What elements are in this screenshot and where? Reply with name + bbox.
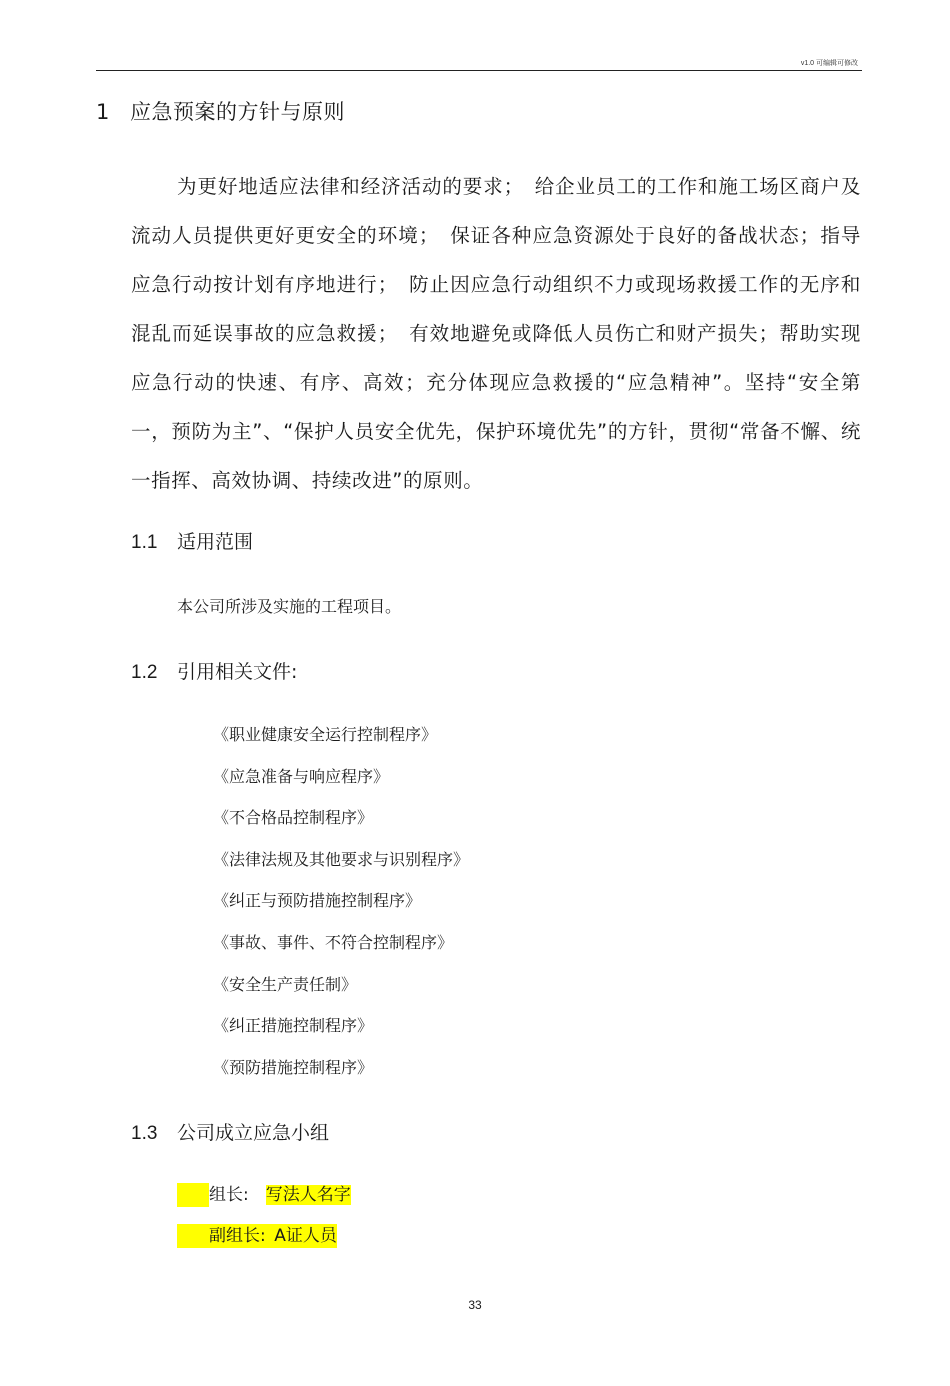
list-item: 《纠正措施控制程序》: [213, 1016, 374, 1036]
section-1-2-title: 引用相关文件:: [177, 661, 298, 683]
list-item: 《预防措施控制程序》: [213, 1057, 374, 1077]
section-1-2-number: 1.2: [131, 662, 158, 683]
leader-value: 写法人名字: [265, 1185, 351, 1205]
referenced-documents-list: [213, 723, 469, 1097]
section-1-number: 1: [96, 100, 110, 124]
section-1-3-heading: [131, 1118, 329, 1145]
section-1-paragraph: 为更好地适应法律和经济活动的要求； 给企业员工的工作和施工场区商户及流动人员提供更好更安全的环境； 保证各种应急资源处于良好的备战状态；指导应急行动按计划有序地进行； 防止因应急行动组织不力或现场救援工作的无序和混乱而延误事故的应急救援； 有效地避免或降低人员伤亡和财产损失；帮助实现应急行动的快速、有序、高效；充分体现应急救援的“应急精神”。坚持“安全第一，预防为主”、“保护人员安全优先，保护环境优先”的方针，贯彻“常备不懈、统一指挥、高效协调、持续改进”的原则。: [131, 175, 861, 492]
header-rule: [96, 70, 862, 71]
section-1-1-number: 1.1: [131, 532, 158, 553]
list-item: 《应急准备与响应程序》: [213, 766, 390, 786]
header-version-note: v1.0 可编辑可修改: [800, 60, 858, 67]
list-item: 《纠正与预防措施控制程序》: [213, 891, 422, 911]
highlight-block: [177, 1183, 209, 1207]
leader-row: [177, 1183, 351, 1207]
section-1-title: 应急预案的方针与原则: [130, 100, 345, 124]
deputy-label: 副组长:: [209, 1226, 266, 1246]
page-number: 33: [468, 1298, 482, 1312]
list-item: 《事故、事件、不符合控制程序》: [213, 932, 454, 952]
section-1-heading: [96, 96, 345, 126]
section-1-2-heading: [131, 657, 297, 684]
section-1-3-number: 1.3: [131, 1123, 158, 1144]
list-item: 《不合格品控制程序》: [213, 808, 374, 828]
leader-label: 组长:: [209, 1185, 249, 1205]
deputy-row: [177, 1224, 337, 1248]
list-item: 《安全生产责任制》: [213, 974, 358, 994]
list-item: 《法律法规及其他要求与识别程序》: [213, 849, 470, 869]
indent-block: [177, 1224, 209, 1248]
section-1-1-heading: [131, 527, 253, 554]
list-item: 《职业健康安全运行控制程序》: [213, 725, 438, 744]
section-1-3-title: 公司成立应急小组: [177, 1122, 330, 1144]
section-1-1-title: 适用范围: [177, 531, 254, 553]
scope-text: 本公司所涉及实施的工程项目。: [177, 597, 402, 616]
deputy-value: A证人员: [274, 1226, 337, 1246]
